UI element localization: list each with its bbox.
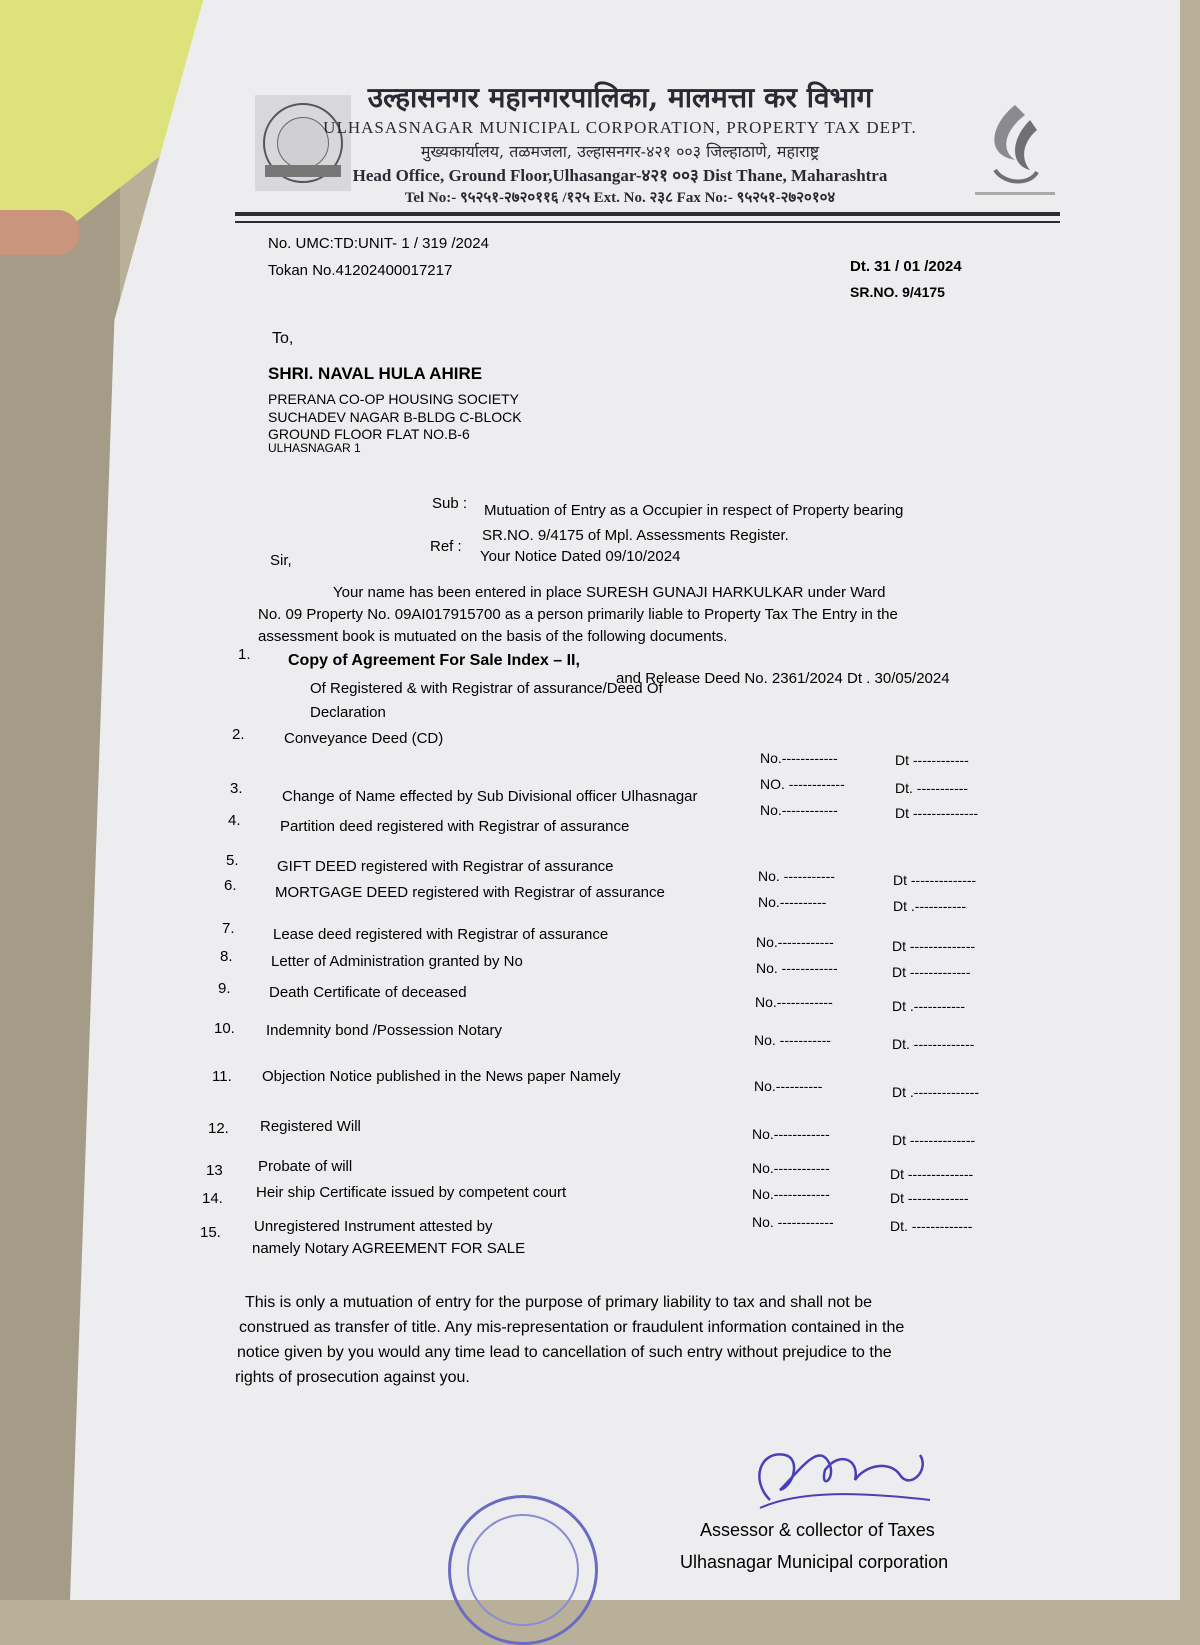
item-dt-field: Dt .----------- (892, 998, 966, 1014)
signatory-title: Assessor & collector of Taxes (700, 1520, 935, 1540)
item-dt-field: Dt -------------- (892, 938, 976, 954)
item-dt-field: Dt ------------- (890, 1190, 969, 1206)
disclaimer-line: notice given by you would any time lead to cancellation of such entry without prejudice to the (237, 1344, 892, 1361)
item-no-field: No.------------ (760, 802, 838, 818)
finger (0, 210, 80, 255)
item-no-field: No.------------ (755, 994, 833, 1010)
item-text: Probate of will (258, 1158, 353, 1175)
marathi-title: उल्हासनगर महानगरपालिका, मालमत्ता कर विभाग (367, 81, 873, 114)
item-dt-field: Dt. ------------- (892, 1036, 975, 1052)
body-line-1: Your name has been entered in place SURESH GUNAJI HARKULKAR under Ward (333, 584, 886, 601)
item-no-field: No. ------------ (756, 960, 838, 976)
ref-text: Your Notice Dated 09/10/2024 (480, 548, 681, 565)
marathi-address: मुख्यकार्यालय, तळमजला, उल्हासनगर-४२१ ००३ जिल्हाठाणे, महाराष्ट्र (420, 142, 820, 161)
item-number: 15. (200, 1224, 221, 1241)
item-number: 11. (212, 1068, 232, 1085)
address-line: GROUND FLOOR FLAT NO.B-6 (268, 426, 470, 442)
item-no-field: No.------------ (752, 1186, 830, 1202)
english-address: Head Office, Ground Floor,Ulhasangar-४२१ ००३ Dist Thane, Maharashtra (352, 166, 888, 185)
item-text: MORTGAGE DEED registered with Registrar of assurance (275, 884, 665, 901)
item-text: Heir ship Certificate issued by competent court (256, 1184, 567, 1201)
item-dt-field: Dt .-------------- (892, 1084, 980, 1100)
disclaimer-line: construed as transfer of title. Any mis-representation or fraudulent information contained in the (239, 1319, 905, 1336)
letter-date: Dt. 31 / 01 /2024 (850, 258, 962, 275)
item-dt-field: Dt -------------- (892, 1132, 976, 1148)
item-no-field: No.------------ (760, 750, 838, 766)
subject-label: Sub : (432, 495, 468, 512)
item-number: 3. (230, 780, 243, 797)
item-number: 9. (218, 980, 231, 997)
item-number: 14. (202, 1190, 223, 1207)
item-number: 4. (228, 812, 241, 829)
item-text: GIFT DEED registered with Registrar of assurance (277, 858, 614, 875)
item-dt-field: Dt -------------- (895, 805, 979, 821)
item-1-tail: and Release Deed No. 2361/2024 Dt . 30/05/2024 (616, 670, 950, 687)
item-no-field: NO. ------------ (760, 776, 845, 792)
item-number: 12. (208, 1120, 229, 1137)
item-number: 1. (238, 646, 251, 663)
item-no-field: No. ----------- (754, 1032, 831, 1048)
item-text: Objection Notice published in the News paper Namely (262, 1068, 621, 1085)
handwritten-signature (740, 1430, 940, 1520)
item-dt-field: Dt. ----------- (895, 780, 969, 796)
serial-number: SR.NO. 9/4175 (850, 284, 945, 300)
item-no-field: No.------------ (752, 1160, 830, 1176)
item-no-field: No.---------- (758, 894, 827, 910)
item-15-line-2: namely Notary AGREEMENT FOR SALE (252, 1240, 526, 1257)
item-text: Lease deed registered with Registrar of assurance (273, 926, 609, 943)
item-number: 6. (224, 877, 237, 894)
item-text: Letter of Administration granted by No (271, 953, 523, 970)
tokan-number: Tokan No.41202400017217 (268, 262, 453, 279)
address-line: SUCHADEV NAGAR B-BLDG C-BLOCK (268, 409, 522, 425)
item-dt-field: Dt -------------- (890, 1166, 974, 1182)
item-text: Unregistered Instrument attested by (254, 1218, 493, 1235)
item-text: Death Certificate of deceased (269, 984, 467, 1001)
english-title: ULHASASNAGAR MUNICIPAL CORPORATION, PROPERTY TAX DEPT. (323, 118, 917, 137)
body-line-3: assessment book is mutuated on the basis of the following documents. (258, 628, 728, 645)
item-no-field: No.------------ (756, 934, 834, 950)
item-number: 8. (220, 948, 233, 965)
to-label: To, (272, 330, 294, 347)
item-text: Registered Will (260, 1118, 361, 1135)
item-no-field: No. ----------- (758, 868, 835, 884)
reference-number: No. UMC:TD:UNIT- 1 / 319 /2024 (268, 235, 489, 252)
subject-line-2: SR.NO. 9/4175 of Mpl. Assessments Register. (482, 527, 789, 544)
item-dt-field: Dt ------------ (895, 752, 969, 768)
item-text: Partition deed registered with Registrar of assurance (280, 818, 630, 835)
body-line-2: No. 09 Property No. 09AI017915700 as a person primarily liable to Property Tax The Entry in the (258, 606, 898, 623)
letterhead (320, 78, 920, 207)
contact-line: Tel No:- ९५२५१-२७२०११६ /१२५ Ext. No. २३८ Fax No:- ९५२५१-२७२०१०४ (404, 190, 836, 206)
item-number: 10. (214, 1020, 235, 1037)
item-1-title: Copy of Agreement For Sale Index – II, (288, 652, 580, 669)
item-dt-field: Dt .----------- (893, 898, 967, 914)
item-1-line-2: Of Registered & with Registrar of assurance/Deed Of (310, 680, 663, 697)
header-rule-bottom (235, 221, 1060, 223)
item-number: 13 (206, 1162, 223, 1179)
item-1-line-3: Declaration (310, 704, 386, 721)
item-no-field: No.---------- (754, 1078, 823, 1094)
salutation: Sir, (270, 552, 292, 569)
ref-label: Ref : (430, 538, 462, 555)
item-text: Indemnity bond /Possession Notary (266, 1022, 502, 1039)
disclaimer-line: This is only a mutuation of entry for the purpose of primary liability to tax and shall not be (245, 1294, 872, 1311)
item-dt-field: Dt -------------- (893, 872, 977, 888)
item-dt-field: Dt ------------- (892, 964, 971, 980)
item-number: 2. (232, 726, 245, 743)
item-number: 5. (226, 852, 239, 869)
addressee-name: SHRI. NAVAL HULA AHIRE (268, 364, 483, 383)
item-no-field: No. ------------ (752, 1214, 834, 1230)
subject-line-1: Mutuation of Entry as a Occupier in respect of Property bearing (484, 502, 904, 519)
item-text: Change of Name effected by Sub Divisional officer Ulhasnagar (282, 788, 698, 805)
official-round-stamp (448, 1495, 598, 1645)
address-line: ULHASNAGAR 1 (268, 441, 361, 455)
swachh-bharat-logo-icon (975, 100, 1055, 200)
item-dt-field: Dt. ------------- (890, 1218, 973, 1234)
address-line: PRERANA CO-OP HOUSING SOCIETY (268, 391, 520, 407)
signatory-organization: Ulhasnagar Municipal corporation (680, 1552, 949, 1572)
disclaimer-line: rights of prosecution against you. (235, 1369, 470, 1386)
header-rule-top (235, 212, 1060, 216)
item-number: 7. (222, 920, 235, 937)
item-no-field: No.------------ (752, 1126, 830, 1142)
item-text: Conveyance Deed (CD) (284, 730, 444, 747)
